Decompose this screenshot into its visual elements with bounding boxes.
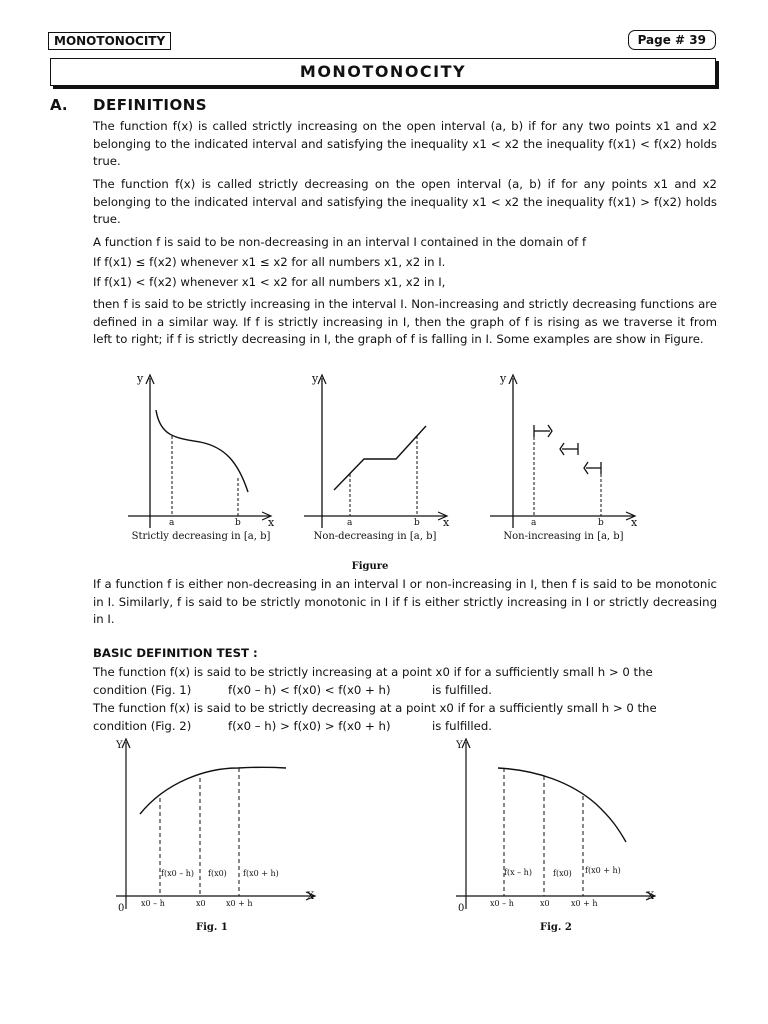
fig2-graph [446,734,666,920]
section-heading: DEFINITIONS [93,96,208,114]
monotonic-text: If a function f is either non-decreasing in an interval I or non-increasing in I, then f is said to be monotonic in I. Similarly, f is said to be strictly monotonic in I if f is either strictly increasing in I or strictly decreasing in I. [93,577,717,626]
header-tag: MONOTONOCITY [48,32,171,50]
tick-x0-minus-h: x0 – h [141,899,165,908]
a-label: a [169,518,175,528]
dec-fulfilled: is fulfilled. [432,719,493,733]
x-label: x [268,516,275,528]
def-increasing-text: The function f(x) is called strictly increasing on the open interval (a, b) if for any two points x1 and x2 belonging to the indicated interval and satisfying the inequality x1 < x2 the inequality f(x1) < f(x2) holds true. [93,119,717,168]
decreasing-curve [156,410,248,492]
tick-x0: x0 [540,899,550,908]
y-label: Y [116,740,123,751]
a-label: a [531,518,537,528]
x-label: X [647,891,655,902]
f-x0-plus-h: f(x0 + h) [243,869,279,878]
page-title: MONOTONOCITY [50,58,716,86]
graph-strictly-decreasing [120,368,288,528]
f-x-minus-h: f(x – h) [504,868,532,877]
origin-label: 0 [458,903,465,914]
condition-1: If f(x1) ≤ f(x2) whenever x1 ≤ x2 for all numbers x1, x2 in I. [93,255,446,269]
f-x0: f(x0) [553,869,572,878]
dec-condition-label: condition (Fig. 2) [93,719,192,733]
inc-inequality: f(x0 – h) < f(x0) < f(x0 + h) [228,683,391,697]
def-increasing [93,118,717,171]
condition-2: If f(x1) < f(x2) whenever x1 < x2 for all numbers x1, x2 in I, [93,275,446,289]
y-label: y [500,372,507,385]
f-x0: f(x0) [208,869,227,878]
dec-point-line: The function f(x) is said to be strictly decreasing at a point x0 if for a sufficiently small h > 0 the [93,701,657,715]
def-decreasing-text: The function f(x) is called strictly decreasing on the open interval (a, b) if for any points x1 and x2 belonging to the indicated interval and satisfying the inequality x1 < x2 the inequality f(x1) > f(x2) holds true. [93,177,717,226]
y-label: y [137,372,144,385]
basic-test-heading: BASIC DEFINITION TEST : [93,646,258,660]
dec-inequality: f(x0 – h) > f(x0) > f(x0 + h) [228,719,391,733]
f-x0-plus-h: f(x0 + h) [585,866,621,875]
tick-x0-plus-h: x0 + h [226,899,253,908]
step-segments [534,425,601,474]
x-label: X [307,891,315,902]
page-number: Page # 39 [628,30,716,50]
decreasing-curve [498,768,626,842]
x-label: x [443,516,450,528]
a-label: a [347,518,353,528]
strict-increasing-text: then f is said to be strictly increasing in the interval I. Non-increasing and strictly decreasing functions are defined in a similar way. If f is strictly increasing in I, then the graph of f is rising as we traverse it from left to right; if f is strictly decreasing in I, the graph of f is falling in I. Some examples are show in Figure. [93,297,717,346]
inc-condition-label: condition (Fig. 1) [93,683,192,697]
y-label: Y [456,740,463,751]
nondecreasing-intro: A function f is said to be non-decreasing in an interval I contained in the domain of f [93,235,587,249]
tick-x0-minus-h: x0 – h [490,899,514,908]
fig2-label: Fig. 2 [540,922,572,933]
y-label: y [312,372,319,385]
caption-strictly-decreasing: Strictly decreasing in [a, b] [131,531,271,542]
figure-label: Figure [351,561,389,572]
def-decreasing [93,176,717,229]
tick-x0-plus-h: x0 + h [571,899,598,908]
fig1-label: Fig. 1 [196,922,228,933]
b-label: b [414,518,420,528]
graph-non-decreasing [300,368,460,528]
caption-non-decreasing: Non-decreasing in [a, b] [313,531,437,542]
tick-x0: x0 [196,899,206,908]
graph-non-increasing [488,368,648,528]
caption-non-increasing: Non-increasing in [a, b] [503,531,624,542]
b-label: b [235,518,241,528]
non-decreasing-curve [334,426,426,490]
increasing-curve [140,767,286,814]
origin-label: 0 [118,903,125,914]
fig1-graph [106,734,326,920]
f-x0-minus-h: f(x0 – h) [161,869,195,878]
section-letter: A. [50,96,68,114]
inc-fulfilled: is fulfilled. [432,683,493,697]
inc-point-line: The function f(x) is said to be strictly increasing at a point x0 if for a sufficiently small h > 0 the [93,665,653,679]
x-label: x [631,516,638,528]
b-label: b [598,518,604,528]
